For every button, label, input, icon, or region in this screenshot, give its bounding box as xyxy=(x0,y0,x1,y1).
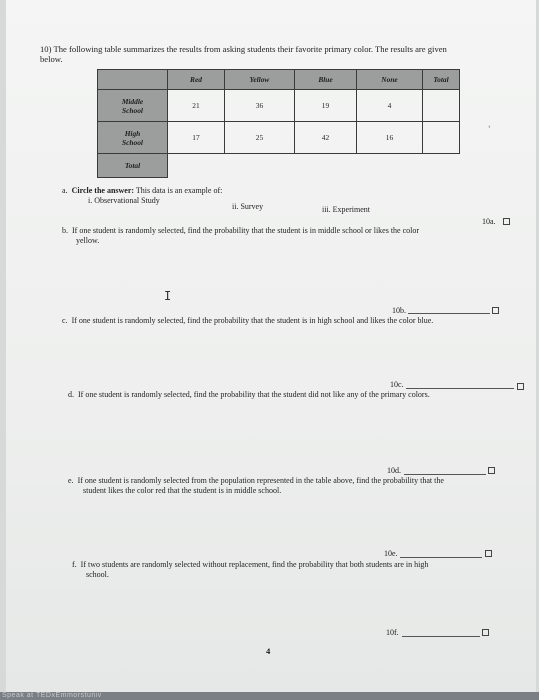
table-cell: 42 xyxy=(295,122,357,154)
text-cursor-icon: I xyxy=(164,289,172,303)
footer-text: Speak at TEDxEmmorstuniv xyxy=(2,692,102,699)
table-cell: 16 xyxy=(357,122,423,154)
part-e-question: e. If one student is randomly selected from the population represented in the table above, find the probability that the xyxy=(68,476,444,485)
pen-mark: ‘ xyxy=(488,124,491,133)
part-a-prompt: a. Circle the answer: This data is an example of: xyxy=(62,186,223,195)
question-text: The following table summarizes the results from asking students their favorite primary color. The results are given xyxy=(53,44,447,54)
answer-box-10f[interactable] xyxy=(482,629,489,636)
column-header: Red xyxy=(168,70,225,90)
column-header: Total xyxy=(423,70,460,90)
option-observational-study[interactable]: i. Observational Study xyxy=(88,196,160,205)
table-cell xyxy=(423,154,460,178)
answer-box-10d[interactable] xyxy=(488,467,495,474)
row-header: Middle School xyxy=(98,90,168,122)
part-e-question-continued: student likes the color red that the student is in middle school. xyxy=(83,486,282,495)
part-d-question: d. If one student is randomly selected, find the probability that the student did not like any of the primary colors. xyxy=(68,390,430,399)
table-row xyxy=(98,90,460,122)
table-row xyxy=(98,122,460,154)
option-experiment[interactable]: iii. Experiment xyxy=(322,205,370,214)
row-header: High School xyxy=(98,122,168,154)
question-text-continued: below. xyxy=(40,54,63,64)
table-row xyxy=(98,154,460,178)
table-cell xyxy=(423,122,460,154)
answer-box-10b[interactable] xyxy=(492,307,499,314)
table-cell xyxy=(225,154,295,178)
answer-label-10c: 10c. xyxy=(390,380,404,389)
table-cell: 4 xyxy=(357,90,423,122)
answer-box-10e[interactable] xyxy=(485,550,492,557)
column-header: None xyxy=(357,70,423,90)
question-header xyxy=(40,44,510,54)
part-c-question: c. If one student is randomly selected, find the probability that the student is in high school and likes the color blue. xyxy=(62,316,434,325)
answer-label-10e: 10e. xyxy=(384,549,398,558)
table-cell: 17 xyxy=(168,122,225,154)
table-cell: 36 xyxy=(225,90,295,122)
question-number: 10) xyxy=(40,44,52,54)
answer-box-10a[interactable] xyxy=(503,218,510,225)
table-cell: 25 xyxy=(225,122,295,154)
table-cell: 21 xyxy=(168,90,225,122)
answer-box-10c[interactable] xyxy=(517,383,524,390)
option-survey[interactable]: ii. Survey xyxy=(232,202,264,211)
answer-label-10d: 10d. xyxy=(387,466,401,475)
table-cell xyxy=(295,154,357,178)
answer-label-10f: 10f. xyxy=(386,628,399,637)
table-header-row xyxy=(98,70,460,90)
column-header: Yellow xyxy=(225,70,295,90)
table-cell xyxy=(168,154,225,178)
part-f-question: f. If two students are randomly selected without replacement, find the probability that both students are in high xyxy=(72,560,429,569)
answer-line-10e[interactable] xyxy=(400,557,482,558)
answer-label-10a: 10a. xyxy=(482,217,496,226)
answer-line-10f[interactable] xyxy=(402,636,480,637)
answer-line-10b[interactable] xyxy=(408,313,490,314)
row-header: Total xyxy=(98,154,168,178)
table-cell: 19 xyxy=(295,90,357,122)
table-cell xyxy=(357,154,423,178)
page-number: 4 xyxy=(266,646,271,656)
table-corner-cell xyxy=(98,70,168,90)
answer-line-10d[interactable] xyxy=(404,474,486,475)
table-cell xyxy=(423,90,460,122)
answer-line-10c[interactable] xyxy=(406,388,514,389)
color-survey-table xyxy=(97,69,460,178)
part-f-question-continued: school. xyxy=(86,570,109,579)
answer-label-10b: 10b. xyxy=(392,306,406,315)
part-b-question-continued: yellow. xyxy=(76,236,100,245)
part-b-question: b. If one student is randomly selected, find the probability that the student is in middle school or likes the color xyxy=(62,226,420,235)
column-header: Blue xyxy=(295,70,357,90)
